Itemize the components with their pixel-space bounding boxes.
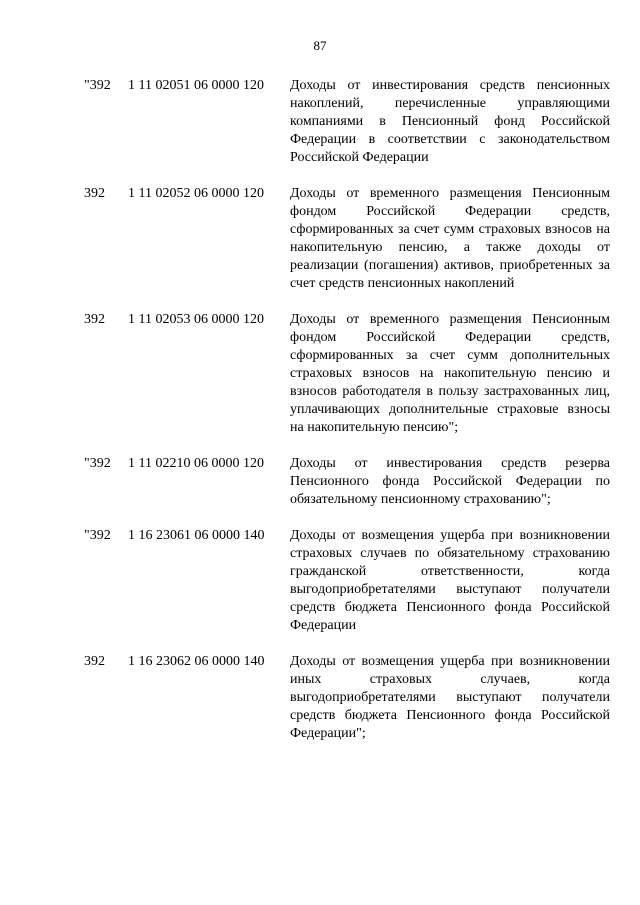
budget-classification-code: 1 11 02053 06 0000 120 (128, 312, 264, 327)
table-row (84, 311, 610, 437)
revenue-description: Доходы от возмещения ущерба при возникновении иных страховых случаев, когда выгодоприобретателями выступают получатели средств бюджета Пенсионного фонда Российской Федерации"; (290, 654, 610, 741)
table-row (84, 653, 610, 743)
revenue-description: Доходы от временного размещения Пенсионным фондом Российской Федерации средств, сформированных за счет сумм страховых взносов на накопительную пенсию, а также доходы от реализации (погашения) активов, приобретенных за счет средств пенсионных накоплений (290, 186, 610, 291)
budget-classification-table (84, 77, 610, 743)
administrator-code: "392 (84, 456, 111, 471)
administrator-code: "392 (84, 528, 111, 543)
administrator-code: 392 (84, 312, 105, 327)
budget-classification-code: 1 16 23061 06 0000 140 (128, 528, 265, 543)
budget-classification-code: 1 16 23062 06 0000 140 (128, 654, 265, 669)
administrator-code: 392 (84, 186, 105, 201)
table-row (84, 527, 610, 635)
page-number: 87 (313, 38, 327, 53)
budget-classification-code: 1 11 02052 06 0000 120 (128, 186, 264, 201)
administrator-code: 392 (84, 654, 105, 669)
budget-classification-code: 1 11 02210 06 0000 120 (128, 456, 264, 471)
revenue-description: Доходы от временного размещения Пенсионным фондом Российской Федерации средств, сформированных за счет сумм дополнительных страховых взносов на накопительную пенсию и взносов работодателя в пользу застрахованных лиц, уплачивающих дополнительные страховые взносы на накопительную пенсию"; (290, 312, 610, 435)
revenue-description: Доходы от инвестирования средств пенсионных накоплений, перечисленные управляющими компаниями в Пенсионный фонд Российской Федерации в соответствии с законодательством Российской Федерации (290, 78, 610, 165)
revenue-description: Доходы от инвестирования средств резерва Пенсионного фонда Российской Федерации по обязательному пенсионному страхованию"; (290, 456, 610, 507)
table-row (84, 185, 610, 293)
table-row (84, 77, 610, 167)
budget-classification-code: 1 11 02051 06 0000 120 (128, 78, 264, 93)
administrator-code: "392 (84, 78, 111, 93)
table-row (84, 455, 610, 509)
revenue-description: Доходы от возмещения ущерба при возникновении страховых случаев по обязательному страхованию гражданской ответственности, когда выгодоприобретателями выступают получатели средств бюджета Пенсионного фонда Российской Федерации (290, 528, 610, 633)
